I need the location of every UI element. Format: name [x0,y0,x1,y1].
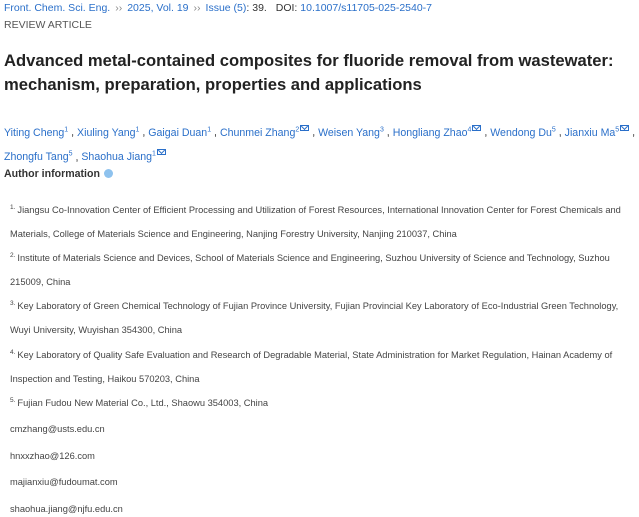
affiliation-item [10,389,630,415]
author-item [4,127,68,139]
affiliation-number: 4. [10,349,16,356]
author-info-label: Author information [4,168,100,180]
doi-label: DOI: [275,2,298,14]
affiliation-item [10,244,630,294]
author-name-link[interactable]: Yiting Cheng [4,126,65,139]
author-name-link[interactable]: Xiuling Yang [77,126,136,139]
citation-line [4,2,432,14]
affiliation-text: Institute of Materials Science and Devices, School of Materials Science and Engineering, Suzhou University of Science and Technology, Suzhou 215009, China [10,253,610,288]
page-number: : 39. [246,2,267,14]
author-item [4,151,73,163]
author-item [148,127,211,139]
mail-icon[interactable] [620,125,629,131]
author-name-link[interactable]: Jianxiu Ma [564,126,616,139]
journal-link[interactable]: Front. Chem. Sci. Eng. [4,2,111,14]
author-separator: , [139,126,149,139]
affiliation-superscript[interactable]: 1 [64,126,69,133]
affiliation-number: 5. [10,397,16,404]
affiliation-superscript[interactable]: 1 [135,126,140,133]
email-address[interactable]: majianxiu@fudoumat.com [10,477,118,487]
author-name-link[interactable]: Weisen Yang [318,126,380,139]
affiliation-superscript[interactable]: 2 [295,126,300,133]
affiliation-superscript[interactable]: 1 [207,126,212,133]
author-separator: , [555,126,565,139]
affiliation-superscript[interactable]: 4 [467,126,472,133]
affiliation-text: Fujian Fudou New Material Co., Ltd., Shaowu 354003, China [17,398,269,409]
affiliation-superscript[interactable]: 1 [152,150,156,158]
affiliation-text: Jiangsu Co-Innovation Center of Efficient Processing and Utilization of Forest Resources, International Innovation Center for Forest Chemicals and Materials, College of Materials Science and Engineering, Nanjing Forestry University, Nanjing 210037, China [10,205,621,240]
article-type: REVIEW ARTICLE [4,19,92,31]
author-information-toggle[interactable] [4,168,113,180]
author-name-link[interactable]: Chunmei Zhang [219,126,296,139]
affiliation-text: Key Laboratory of Green Chemical Technology of Fujian Province University, Fujian Provincial Key Laboratory of Eco-Industrial Green Technology, Wuyi University, Wuyishan 354300, China [10,301,619,336]
breadcrumb-separator: ›› [193,2,201,14]
affiliation-number: 1. [10,204,16,211]
author-list [4,119,636,168]
author-separator: , [72,151,82,164]
author-item [393,127,482,139]
author-name-link[interactable]: Shaohua Jiang [81,151,153,164]
author-separator: , [481,126,491,139]
mail-icon[interactable] [300,125,309,131]
affiliation-superscript[interactable]: 5 [68,150,73,158]
doi-link[interactable]: 10.1007/s11705-025-2540-7 [300,2,433,14]
author-item [565,127,630,139]
author-item [490,127,556,139]
author-separator: , [383,126,393,139]
author-item [318,127,384,139]
author-item [77,127,139,139]
author-item [81,151,166,163]
mail-icon[interactable] [157,149,166,155]
author-name-link[interactable]: Hongliang Zhao [392,126,468,139]
email-address[interactable]: hnxxzhao@126.com [10,451,95,461]
volume-link[interactable]: 2025, Vol. 19 [127,2,189,14]
email-address[interactable]: shaohua.jiang@njfu.edu.cn [10,504,123,514]
mail-icon[interactable] [472,125,481,131]
affiliation-item [10,341,630,391]
affiliation-number: 2. [10,252,16,259]
article-title: Advanced metal-contained composites for fluoride removal from wastewater: mechanism, preparation, properties and applications [4,51,614,94]
info-icon[interactable] [104,169,113,178]
affiliation-text: Key Laboratory of Quality Safe Evaluation and Research of Degradable Material, State Administration for Market Regulation, Hainan Academy of Inspection and Testing, Haikou 570203, China [10,350,613,385]
author-name-link[interactable]: Gaigai Duan [148,126,208,139]
affiliation-number: 3. [10,300,16,307]
breadcrumb-separator: ›› [115,2,123,14]
affiliation-item [10,196,630,246]
author-separator: , [629,126,636,139]
author-name-link[interactable]: Zhongfu Tang [4,151,69,164]
affiliation-superscript[interactable]: 3 [379,126,384,133]
email-address[interactable]: cmzhang@usts.edu.cn [10,424,105,434]
affiliation-item [10,292,630,342]
author-separator: , [211,126,220,139]
affiliation-superscript[interactable]: 5 [615,126,620,133]
author-separator: , [309,126,319,139]
issue-link[interactable]: Issue (5) [205,2,247,14]
author-name-link[interactable]: Wendong Du [490,126,552,139]
affiliation-superscript[interactable]: 5 [551,126,556,133]
author-item [220,127,309,139]
author-separator: , [68,126,78,139]
